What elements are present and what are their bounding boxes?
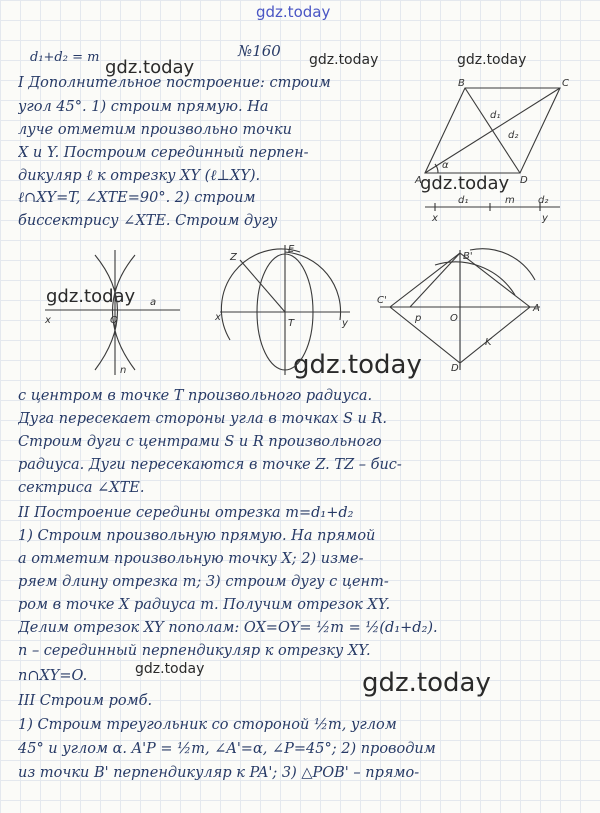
watermark: gdz.today (105, 57, 195, 78)
label-B: B (458, 78, 465, 89)
label-O: O (110, 315, 118, 326)
label-A: A (415, 175, 422, 186)
text-line: Дуга пересекает стороны угла в точках S и R. (18, 411, 387, 427)
problem-number: №160 (238, 42, 281, 60)
label-O: O (450, 313, 458, 324)
label-n: n (120, 365, 127, 376)
rhombus-construction-diagram (375, 245, 550, 375)
label-P: p (415, 313, 422, 324)
label-C: C' (377, 295, 387, 306)
watermark: gdz.today (362, 668, 491, 698)
text-line: Делим отрезок XY пополам: OX=OY= ½m = ½(d₁+d₂). (18, 620, 438, 636)
text-line: сектриса ∠XTE. (18, 480, 145, 496)
text-line: луче отметим произвольно точки (18, 122, 292, 138)
perpendicular-diagram (40, 245, 190, 385)
text-line: III Строим ромб. (18, 693, 153, 709)
label-d1: d₁ (490, 110, 501, 121)
text-line: 1) Строим треугольник со стороной ½m, углом (18, 717, 397, 733)
watermark: gdz.today (293, 350, 422, 380)
text-line: Строим дуги с центрами S и R произвольного (18, 434, 382, 450)
label-d2: d₂ (538, 195, 549, 206)
text-line: ℓ∩XY=T, ∠XTE=90°. 2) строим (18, 190, 256, 206)
angle-bisector-diagram (210, 240, 360, 385)
label-x: x (432, 213, 438, 224)
text-line: n – серединный перпендикуляр к отрезку XY. (18, 643, 371, 659)
text-line: I Дополнительное построение: строим (18, 75, 331, 91)
label-B: B' (463, 251, 473, 262)
segment-diagram (420, 195, 570, 225)
text-line: II Построение середины отрезка m=d₁+d₂ (18, 505, 354, 521)
formula-header: d₁+d₂ = m (30, 50, 100, 65)
label-a: a (150, 297, 157, 308)
watermark: gdz.today (457, 52, 527, 68)
label-x: x (215, 312, 221, 323)
text-line: из точки B' перпендикуляр к PA'; 3) △POB' – прямо- (18, 765, 420, 781)
text-line: биссектрису ∠XTE. Строим дугу (18, 213, 278, 229)
text-line: радиуса. Дуги пересекаются в точке Z. TZ – бис- (18, 457, 402, 473)
text-line: дикуляр ℓ к отрезку XY (ℓ⊥XY). (18, 168, 261, 184)
text-line: с центром в точке T произвольного радиуса. (18, 388, 373, 404)
text-line: a отметим произвольную точку X; 2) изме- (18, 551, 364, 567)
label-d1: d₁ (458, 195, 469, 206)
watermark: gdz.today (46, 286, 136, 307)
label-m: m (505, 195, 515, 206)
label-E: E (288, 244, 295, 255)
text-line: 45° и углом α. A'P = ½m, ∠A'=α, ∠P=45°; 2) проводим (18, 741, 436, 757)
label-D: D' (451, 363, 462, 374)
label-x: x (45, 315, 51, 326)
watermark: gdz.today (309, 52, 379, 68)
label-T: T (288, 318, 295, 329)
label-C: C (562, 78, 569, 89)
watermark-top: gdz.today (256, 3, 331, 21)
watermark: gdz.today (420, 173, 510, 194)
rhombus-diagram (410, 78, 590, 188)
text-line: угол 45°. 1) строим прямую. На (18, 99, 269, 115)
watermark: gdz.today (135, 661, 205, 677)
label-d2: d₂ (508, 130, 519, 141)
text-line: ряем длину отрезка m; 3) строим дугу с цент- (18, 574, 389, 590)
label-Z: Z (230, 252, 237, 263)
label-alpha: α (442, 160, 449, 171)
label-D: D (520, 175, 528, 186)
label-y: y (342, 318, 348, 329)
text-line: 1) Строим произвольную прямую. На прямой (18, 528, 376, 544)
text-line: n∩XY=O. (18, 668, 88, 684)
label-y: y (542, 213, 548, 224)
label-A: A (533, 303, 540, 314)
label-K: K (485, 337, 492, 348)
text-line: ром в точке X радиуса m. Получим отрезок XY. (18, 597, 391, 613)
text-line: X и Y. Построим серединный перпен- (18, 145, 309, 161)
